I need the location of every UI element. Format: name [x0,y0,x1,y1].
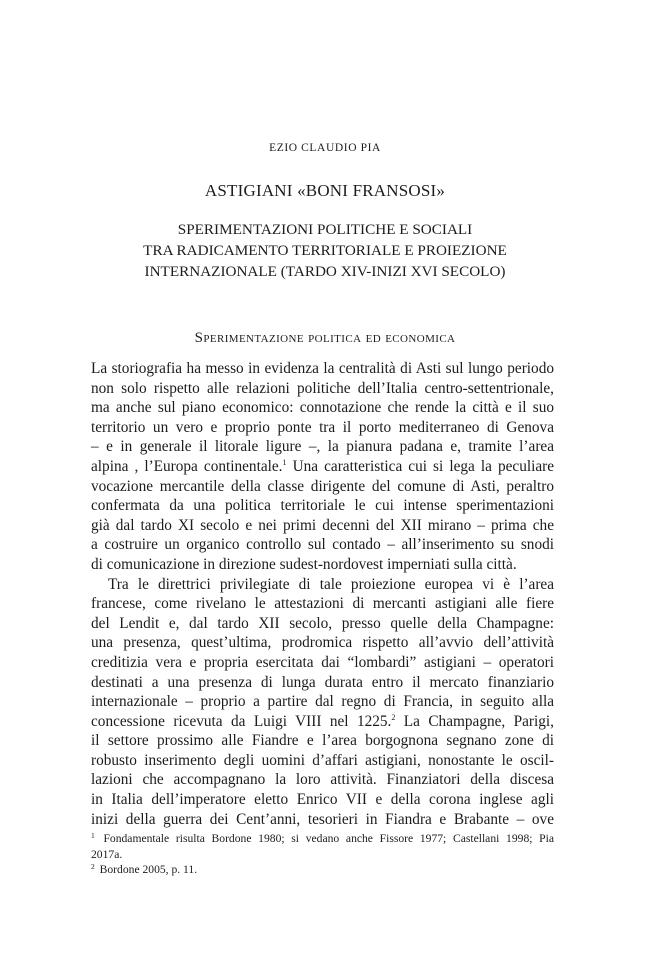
text-line: confermata da una politica territoriale le cui intense sperimentazioni [91,497,554,515]
footnote-2 [91,862,554,878]
text-line: – e in generale il litorale ligure –, la pianura padana e, tramite l’area [91,438,554,456]
footnotes [91,831,554,878]
footnote-ref[interactable]: 2 [391,712,396,722]
subtitle-line: TRA RADICAMENTO TERRITORIALE E PROIEZIONE [143,242,507,259]
text-line: destinati a una presenza di lunga durata entro il mercato finanziario [91,673,554,691]
text-line: una presenza, quest’ultima, prodromica rispetto all’avvio dell’attività [91,634,554,652]
text-line: ma anche sul piano economico: connotazione che rende la città e il suo [91,399,554,417]
section-heading: Sperimentazione politica ed economica [194,330,456,346]
article-subtitle [0,219,650,282]
text-fragment: alpina , l’Europa continentale. [91,457,283,475]
text-line: La storiografia ha messo in evidenza la centralità di Asti sul lungo periodo [91,360,554,377]
text-line: lazioni che accompagnano la loro attività. Finanziatori della discesa [91,771,554,789]
footnote-ref[interactable]: 1 [282,457,287,467]
text-line: in Italia dell’imperatore eletto Enrico VII e della corona inglese agli [91,791,554,809]
footnote-number: 2 [91,862,95,871]
author-name: EZIO CLAUDIO PIA [269,142,381,154]
text-fragment: La Champagne, Parigi, [403,712,555,730]
footnote-text: Fondamentale risulta Bordone 1980; si vedano anche Fissore 1977; Castellani 1998; Pia [103,832,554,845]
text-line [91,712,554,732]
subtitle-line: INTERNAZIONALE (TARDO XIV-INIZI XVI SECOLO) [144,263,506,280]
text-line: internazionale – proprio a partire dal regno di Francia, in seguito alla [91,693,554,711]
text-line: di comunicazione in direzione sudest-nordovest imperniati sulla città. [91,555,517,573]
body-text [91,359,554,829]
text-line: non solo rispetto alle relazioni politiche dell’Italia centro-settentrionale, [91,379,554,397]
text-line: a costruire un organico controllo sul contado – all’inserimento su snodi [91,536,554,554]
text-line: Tra le direttrici privilegiate di tale proiezione europea vi è l’area [108,575,554,593]
footnote-1 [91,831,554,847]
text-line: già dal tardo XI secolo e nei primi decenni del XII mirano – prima che [91,516,554,534]
footnote-number: 1 [91,831,95,840]
footnote-text: Bordone 2005, p. 11. [99,863,198,876]
text-line: robusto inserimento degli uomini d’affari astigiani, nonostante le oscil- [91,751,554,769]
text-fragment: Una caratteristica cui si lega la peculiare [292,457,555,475]
text-line: il settore prossimo alle Fiandre e l’area borgognona segnano zone di [91,732,554,750]
text-fragment: concessione ricevuta da Luigi VIII nel 1225. [91,712,392,730]
text-line: inizi della guerra dei Cent’anni, tesorieri in Fiandra e Brabante – ove [91,810,554,828]
subtitle-line: SPERIMENTAZIONI POLITICHE E SOCIALI [177,221,473,238]
text-line [91,457,554,477]
text-line: vocazione mercantile della classe dirigente del comune di Asti, peraltro [91,477,554,495]
article-title: ASTIGIANI «BONI FRANSOSI» [204,181,446,200]
text-line: francese, come rivelano le attestazioni di mercanti astigiani alle fiere [91,595,554,613]
text-line: creditizia vera e propria esercitata dai “lombardi” astigiani – operatori [91,653,554,671]
text-line: del Lendit e, dal tardo XII secolo, presso quelle della Champagne: [91,614,554,632]
footnote-1-continuation: 2017a. [91,847,123,861]
text-line: territorio un vero e proprio ponte tra il porto mediterraneo di Genova [91,418,554,436]
